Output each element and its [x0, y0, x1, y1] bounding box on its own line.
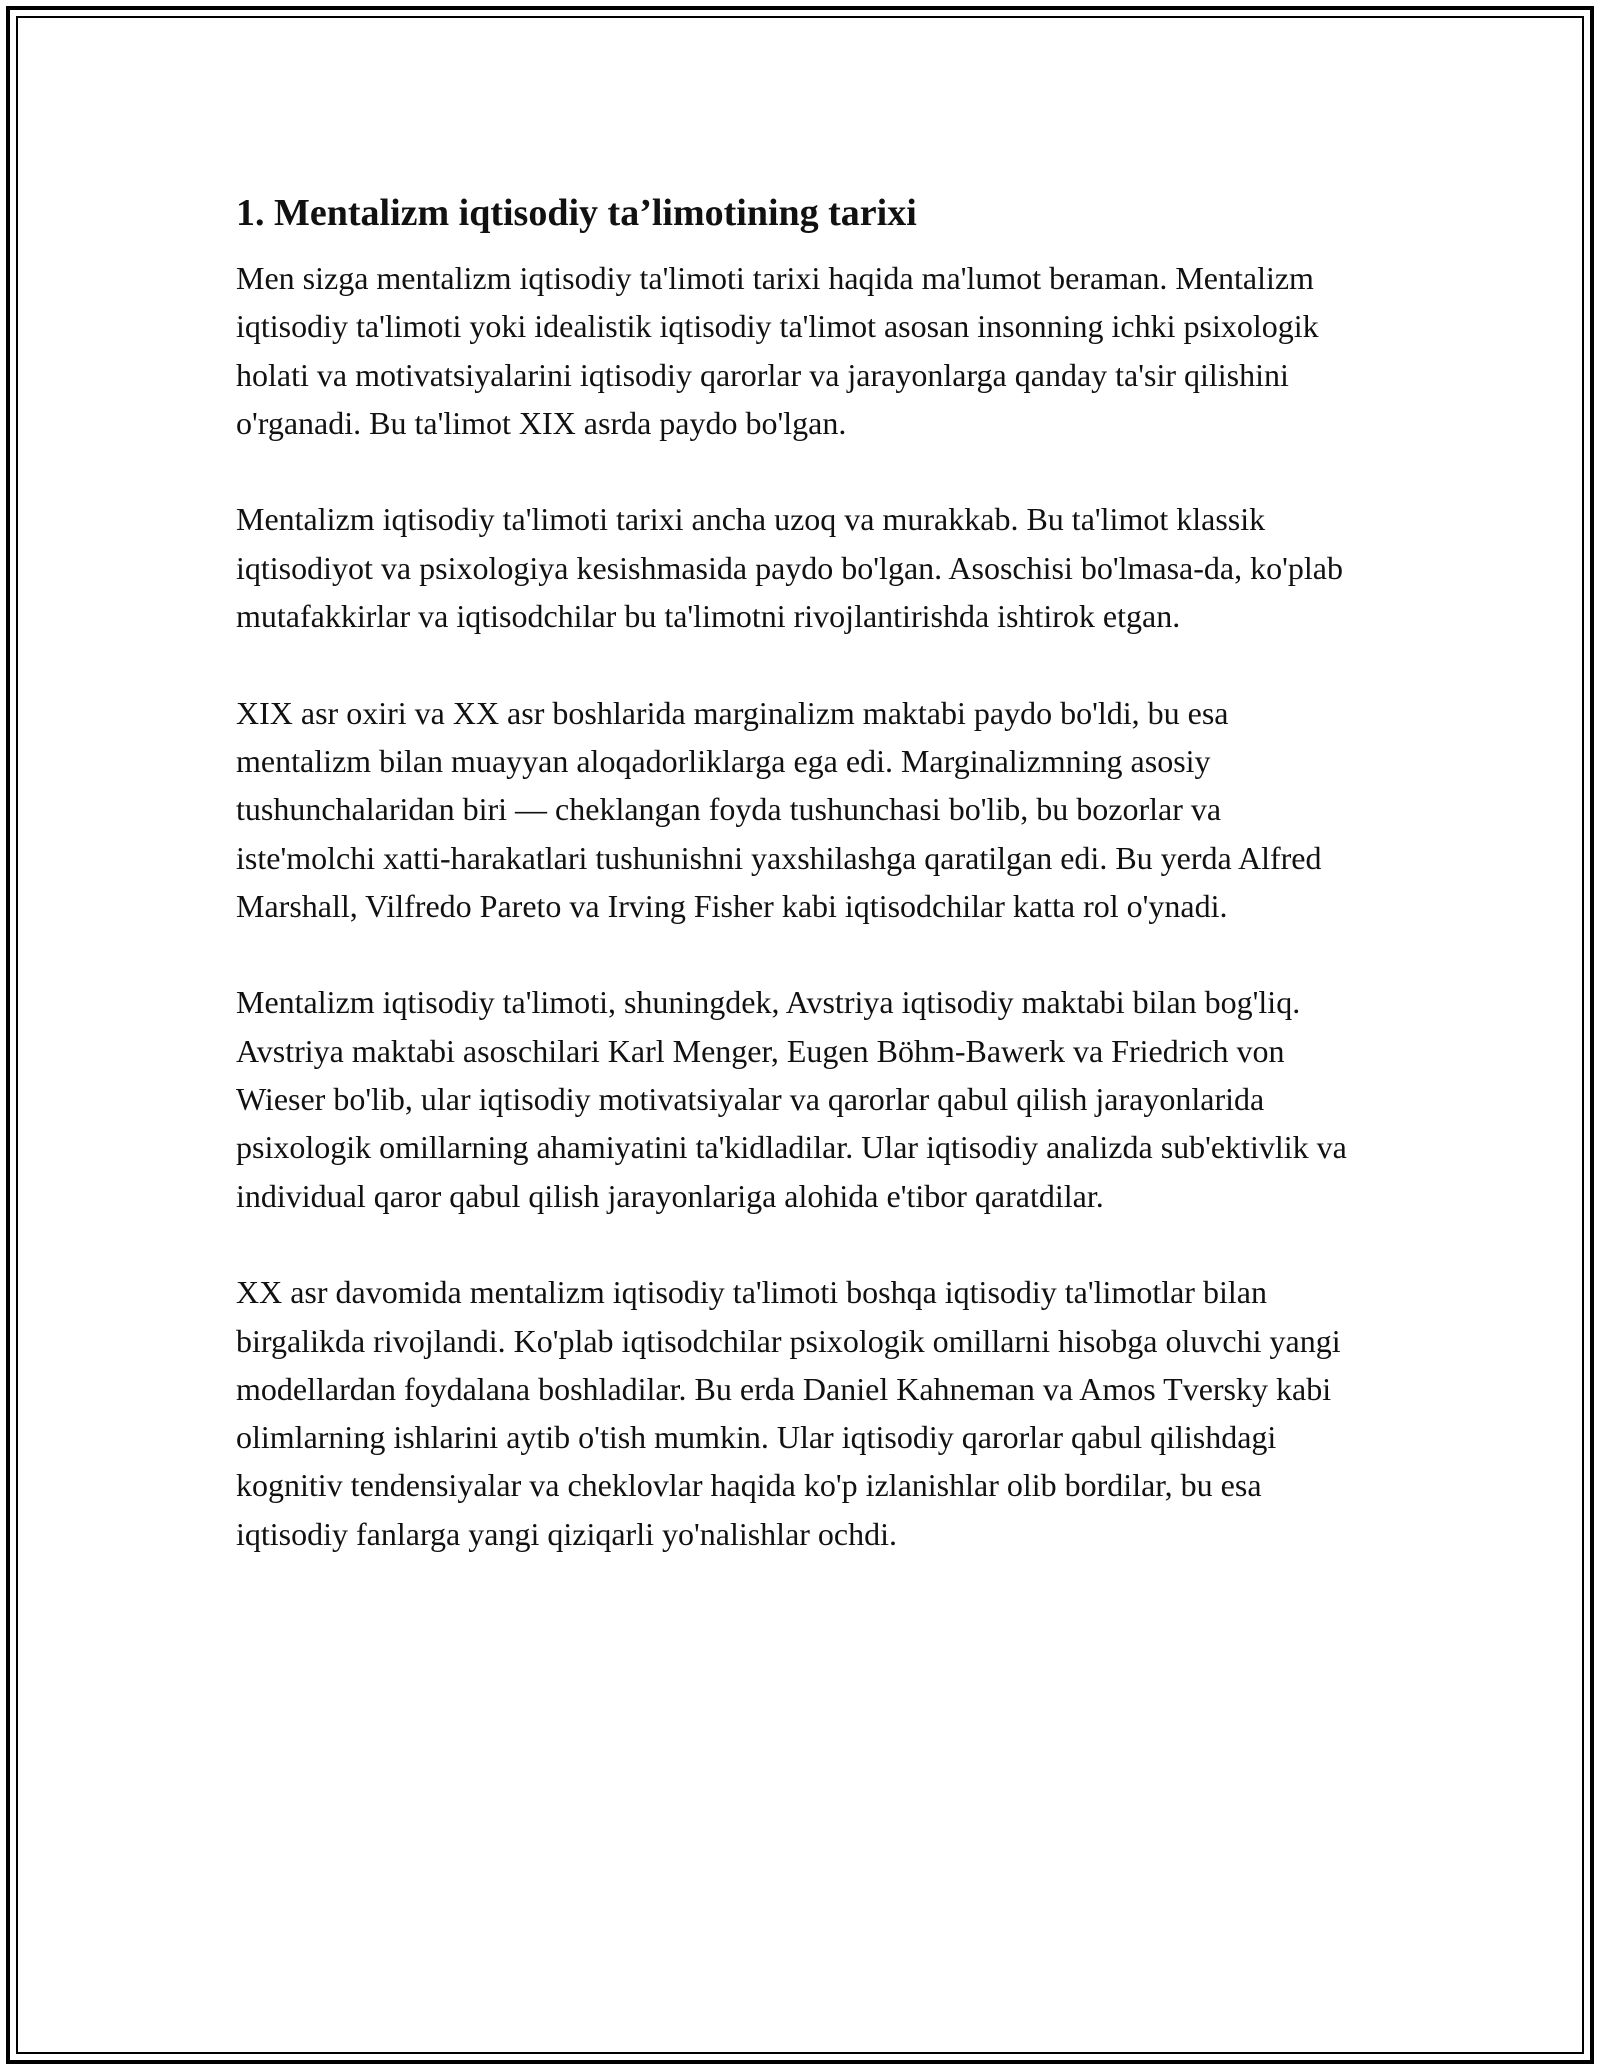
paragraph-3: XIX asr oxiri va XX asr boshlarida marginalizm maktabi paydo bo'ldi, bu esa mentalizm bilan muayyan aloqadorliklarga ega edi. Marginalizmning asosiy tushunchalaridan biri — cheklangan foyda tushunchasi bo'lib, bu bozorlar va iste'molchi xatti-harakatlari tushunishni yaxshilashga qaratilgan edi. Bu yerda Alfred Marshall, Vilfredo Pareto va Irving Fisher kabi iqtisodchilar katta rol o'ynadi.	[236, 694, 1322, 924]
paragraph-1: Men sizga mentalizm iqtisodiy ta'limoti tarixi haqida ma'lumot beraman. Mentalizm iqtisodiy ta'limoti yoki idealistik iqtisodiy ta'limot asosan insonning ichki psixologik holati va motivatsiyalarini iqtisodiy qarorlar va jarayonlarga qanday ta'sir qilishini o'rganadi. Bu ta'limot XIX asrda paydo bo'lgan.	[236, 260, 1319, 441]
paragraph-4: Mentalizm iqtisodiy ta'limoti, shuningdek, Avstriya iqtisodiy maktabi bilan bog'liq. Avstriya maktabi asoschilari Karl Menger, Eugen Böhm-Bawerk va Friedrich von Wieser bo'lib, ular iqtisodiy motivatsiyalar va qarorlar qabul qilish jarayonlarida psixologik omillarning ahamiyatini ta'kidladilar. Ular iqtisodiy analizda sub'ektivlik va individual qaror qabul qilish jarayonlariga alohida e'tibor qaratdilar.	[236, 984, 1347, 1214]
paragraph-2: Mentalizm iqtisodiy ta'limoti tarixi ancha uzoq va murakkab. Bu ta'limot klassik iqtisodiyot va psixologiya kesishmasida paydo bo'lgan. Asoschisi bo'lmasa-da, ko'plab mutafakkirlar va iqtisodchilar bu ta'limotni rivojlantirishda ishtirok etgan.	[236, 501, 1343, 635]
document-body	[236, 186, 1366, 1606]
paragraph-5: XX asr davomida mentalizm iqtisodiy ta'limoti boshqa iqtisodiy ta'limotlar bilan birgalikda rivojlandi. Ko'plab iqtisodchilar psixologik omillarni hisobga oluvchi yangi modellardan foydalana boshladilar. Bu erda Daniel Kahneman va Amos Tversky kabi olimlarning ishlarini aytib o'tish mumkin. Ular iqtisodiy qarorlar qabul qilishdagi kognitiv tendensiyalar va cheklovlar haqida ko'p izlanishlar olib bordilar, bu esa iqtisodiy fanlarga yangi qiziqarli yo'nalishlar ochdi.	[236, 1274, 1341, 1552]
section-heading: 1. Mentalizm iqtisodiy ta’limotining tarixi	[236, 192, 917, 234]
